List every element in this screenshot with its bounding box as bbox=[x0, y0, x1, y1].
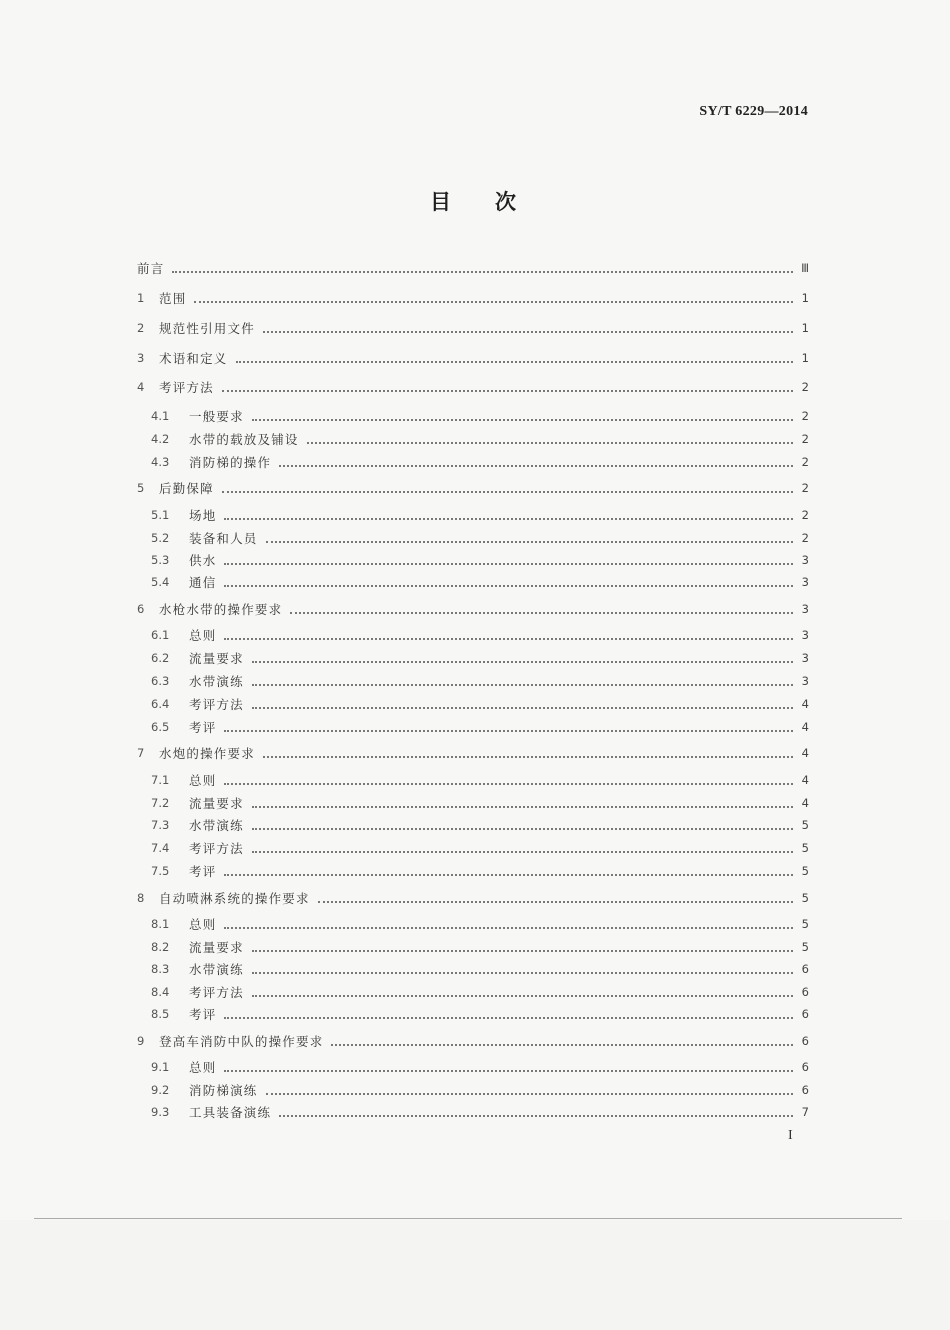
toc-entry-label: 前言 bbox=[137, 261, 165, 276]
toc-entry-page: 2 bbox=[801, 531, 809, 545]
toc-entry-number: 8.2 bbox=[151, 940, 170, 954]
toc-entry[interactable] bbox=[151, 406, 809, 426]
toc-entry-page: Ⅲ bbox=[801, 261, 809, 275]
toc-entry-number: 7.1 bbox=[151, 773, 170, 787]
toc-entry-number: 9.1 bbox=[151, 1060, 170, 1074]
toc-leader-dots bbox=[263, 755, 793, 758]
toc-entry-page: 2 bbox=[801, 508, 809, 522]
toc-entry-page: 6 bbox=[801, 1060, 809, 1074]
toc-entry-label: 工具装备演练 bbox=[189, 1105, 272, 1120]
toc-entry-label: 消防梯的操作 bbox=[189, 455, 272, 470]
toc-entry-label: 流量要求 bbox=[189, 651, 244, 666]
toc-entry-number: 4.2 bbox=[151, 432, 170, 446]
toc-leader-dots bbox=[222, 389, 793, 392]
toc-entry[interactable] bbox=[137, 348, 809, 368]
toc-entry-page: 5 bbox=[801, 891, 809, 905]
toc-leader-dots bbox=[252, 850, 793, 853]
toc-entry-label: 装备和人员 bbox=[189, 531, 258, 546]
toc-entry[interactable] bbox=[151, 505, 809, 525]
toc-entry-label: 考评 bbox=[189, 864, 217, 879]
toc-entry-page: 6 bbox=[801, 1007, 809, 1021]
toc-entry-page: 1 bbox=[801, 351, 809, 365]
toc-leader-dots bbox=[224, 873, 793, 876]
toc-entry[interactable] bbox=[137, 743, 809, 763]
toc-entry[interactable] bbox=[151, 671, 809, 691]
toc-entry-number: 7 bbox=[137, 746, 145, 760]
toc-entry[interactable] bbox=[151, 1102, 809, 1122]
toc-entry-page: 3 bbox=[801, 674, 809, 688]
toc-entry-number: 7.3 bbox=[151, 818, 170, 832]
toc-entry-number: 9.2 bbox=[151, 1083, 170, 1097]
toc-entry-number: 6.4 bbox=[151, 697, 170, 711]
toc-entry-number: 4.1 bbox=[151, 409, 170, 423]
toc-entry[interactable] bbox=[151, 982, 809, 1002]
toc-leader-dots bbox=[252, 683, 793, 686]
toc-entry-label: 通信 bbox=[189, 575, 217, 590]
toc-leader-dots bbox=[331, 1043, 793, 1046]
toc-entry[interactable] bbox=[151, 815, 809, 835]
toc-entry[interactable] bbox=[151, 1057, 809, 1077]
toc-entry[interactable] bbox=[137, 318, 809, 338]
toc-entry-label: 考评方法 bbox=[159, 380, 214, 395]
toc-entry[interactable] bbox=[151, 648, 809, 668]
toc-entry-page: 4 bbox=[801, 720, 809, 734]
toc-leader-dots bbox=[224, 1069, 793, 1072]
toc-entry-number: 5.2 bbox=[151, 531, 170, 545]
toc-leader-dots bbox=[252, 949, 793, 952]
toc-leader-dots bbox=[252, 706, 793, 709]
toc-entry-label: 水枪水带的操作要求 bbox=[159, 602, 283, 617]
toc-leader-dots bbox=[194, 300, 793, 303]
toc-leader-dots bbox=[252, 971, 793, 974]
toc-entry-page: 5 bbox=[801, 864, 809, 878]
toc-leader-dots bbox=[224, 782, 793, 785]
toc-entry[interactable] bbox=[137, 478, 809, 498]
toc-entry-page: 2 bbox=[801, 481, 809, 495]
toc-leader-dots bbox=[252, 994, 793, 997]
toc-entry-number: 6.3 bbox=[151, 674, 170, 688]
toc-entry[interactable] bbox=[151, 1080, 809, 1100]
toc-entry-number: 4.3 bbox=[151, 455, 170, 469]
toc-entry-number: 8.5 bbox=[151, 1007, 170, 1021]
toc-entry-page: 3 bbox=[801, 651, 809, 665]
toc-entry[interactable] bbox=[151, 770, 809, 790]
toc-entry[interactable] bbox=[151, 717, 809, 737]
toc-entry-label: 供水 bbox=[189, 553, 217, 568]
toc-entry-page: 2 bbox=[801, 380, 809, 394]
toc-leader-dots bbox=[252, 660, 793, 663]
toc-leader-dots bbox=[279, 464, 793, 467]
toc-entry-label: 场地 bbox=[189, 508, 217, 523]
toc-entry-label: 考评方法 bbox=[189, 985, 244, 1000]
toc-leader-dots bbox=[252, 418, 793, 421]
toc-entry[interactable] bbox=[151, 572, 809, 592]
toc-entry-label: 水带演练 bbox=[189, 962, 244, 977]
toc-leader-dots bbox=[266, 1092, 793, 1095]
toc-title: 目次 bbox=[430, 189, 560, 214]
toc-entry-number: 9 bbox=[137, 1034, 145, 1048]
toc-entry-number: 6.2 bbox=[151, 651, 170, 665]
toc-entry-number: 5.1 bbox=[151, 508, 170, 522]
toc-leader-dots bbox=[224, 637, 793, 640]
toc-entry-number: 4 bbox=[137, 380, 145, 394]
toc-entry[interactable] bbox=[137, 599, 809, 619]
toc-entry-page: 5 bbox=[801, 917, 809, 931]
toc-entry-label: 后勤保障 bbox=[159, 481, 214, 496]
toc-entry-page: 5 bbox=[801, 940, 809, 954]
toc-entry[interactable] bbox=[151, 550, 809, 570]
toc-entry-page: 2 bbox=[801, 432, 809, 446]
toc-entry-number: 8.3 bbox=[151, 962, 170, 976]
toc-entry[interactable] bbox=[151, 625, 809, 645]
toc-leader-dots bbox=[224, 926, 793, 929]
toc-leader-dots bbox=[224, 584, 793, 587]
toc-entry-number: 7.5 bbox=[151, 864, 170, 878]
toc-leader-dots bbox=[279, 1114, 793, 1117]
toc-leader-dots bbox=[224, 729, 793, 732]
toc-entry-number: 6 bbox=[137, 602, 145, 616]
page-folio: I bbox=[788, 1128, 793, 1143]
toc-leader-dots bbox=[307, 441, 793, 444]
toc-entry-label: 水炮的操作要求 bbox=[159, 746, 255, 761]
toc-entry[interactable] bbox=[151, 528, 809, 548]
toc-entry-label: 消防梯演练 bbox=[189, 1083, 258, 1098]
toc-entry-label: 考评方法 bbox=[189, 841, 244, 856]
toc-entry[interactable] bbox=[151, 937, 809, 957]
toc-entry-page: 3 bbox=[801, 628, 809, 642]
toc-entry-page: 1 bbox=[801, 321, 809, 335]
toc-entry[interactable] bbox=[151, 861, 809, 881]
toc-entry-number: 7.4 bbox=[151, 841, 170, 855]
toc-entry-number: 9.3 bbox=[151, 1105, 170, 1119]
toc-entry[interactable] bbox=[151, 1004, 809, 1024]
toc-leader-dots bbox=[290, 611, 793, 614]
toc-entry[interactable] bbox=[151, 793, 809, 813]
toc-entry-page: 5 bbox=[801, 841, 809, 855]
toc-entry-page: 3 bbox=[801, 575, 809, 589]
toc-entry-label: 流量要求 bbox=[189, 940, 244, 955]
toc-entry-label: 水带的载放及铺设 bbox=[189, 432, 299, 447]
toc-entry-label: 考评 bbox=[189, 1007, 217, 1022]
toc-entry[interactable] bbox=[137, 1031, 809, 1051]
toc-entry[interactable] bbox=[137, 288, 809, 308]
toc-entry[interactable] bbox=[151, 694, 809, 714]
toc-entry-number: 8.4 bbox=[151, 985, 170, 999]
toc-entry-page: 2 bbox=[801, 409, 809, 423]
toc-entry-page: 1 bbox=[801, 291, 809, 305]
toc-entry-page: 2 bbox=[801, 455, 809, 469]
standard-code: SY/T 6229—2014 bbox=[699, 104, 808, 119]
toc-entry-number: 5 bbox=[137, 481, 145, 495]
toc-entry-page: 6 bbox=[801, 1034, 809, 1048]
toc-entry-label: 水带演练 bbox=[189, 674, 244, 689]
toc-entry-page: 4 bbox=[801, 773, 809, 787]
toc-entry-label: 范围 bbox=[159, 291, 187, 306]
toc-entry-number: 7.2 bbox=[151, 796, 170, 810]
toc-leader-dots bbox=[222, 490, 793, 493]
toc-entry-label: 水带演练 bbox=[189, 818, 244, 833]
toc-entry-page: 3 bbox=[801, 553, 809, 567]
next-page-area bbox=[0, 1220, 950, 1330]
toc-entry[interactable] bbox=[137, 377, 809, 397]
toc-entry-page: 4 bbox=[801, 796, 809, 810]
toc-entry[interactable] bbox=[151, 914, 809, 934]
toc-entry-number: 6.5 bbox=[151, 720, 170, 734]
toc-entry-page: 6 bbox=[801, 1083, 809, 1097]
page-divider bbox=[34, 1218, 902, 1219]
toc-entry-label: 登高车消防中队的操作要求 bbox=[159, 1034, 324, 1049]
toc-entry-label: 总则 bbox=[189, 773, 217, 788]
toc-entry-label: 总则 bbox=[189, 1060, 217, 1075]
toc-entry-number: 5.3 bbox=[151, 553, 170, 567]
toc-entry-label: 总则 bbox=[189, 917, 217, 932]
toc-entry-label: 总则 bbox=[189, 628, 217, 643]
toc-entry-page: 3 bbox=[801, 602, 809, 616]
toc-entry-number: 3 bbox=[137, 351, 145, 365]
toc-leader-dots bbox=[266, 540, 793, 543]
toc-entry-label: 术语和定义 bbox=[159, 351, 228, 366]
toc-entry-number: 1 bbox=[137, 291, 145, 305]
toc-entry-page: 6 bbox=[801, 962, 809, 976]
toc-leader-dots bbox=[236, 360, 793, 363]
toc-leader-dots bbox=[252, 827, 793, 830]
toc-leader-dots bbox=[172, 270, 793, 273]
toc-entry[interactable] bbox=[151, 429, 809, 449]
toc-entry[interactable] bbox=[137, 258, 809, 278]
toc-leader-dots bbox=[224, 517, 793, 520]
toc-entry-number: 5.4 bbox=[151, 575, 170, 589]
toc-entry-page: 4 bbox=[801, 697, 809, 711]
toc-leader-dots bbox=[252, 805, 793, 808]
toc-leader-dots bbox=[224, 562, 793, 565]
toc-entry-page: 5 bbox=[801, 818, 809, 832]
toc-entry[interactable] bbox=[137, 888, 809, 908]
toc-leader-dots bbox=[263, 330, 793, 333]
toc-entry-number: 2 bbox=[137, 321, 145, 335]
toc-leader-dots bbox=[318, 900, 793, 903]
toc-entry-number: 6.1 bbox=[151, 628, 170, 642]
toc-leader-dots bbox=[224, 1016, 793, 1019]
toc-entry-label: 一般要求 bbox=[189, 409, 244, 424]
toc-entry[interactable] bbox=[151, 838, 809, 858]
toc-entry-page: 7 bbox=[801, 1105, 809, 1119]
toc-entry-number: 8 bbox=[137, 891, 145, 905]
toc-entry[interactable] bbox=[151, 452, 809, 472]
toc-entry-label: 自动喷淋系统的操作要求 bbox=[159, 891, 310, 906]
toc-entry-label: 流量要求 bbox=[189, 796, 244, 811]
toc-entry[interactable] bbox=[151, 959, 809, 979]
toc-entry-label: 考评方法 bbox=[189, 697, 244, 712]
toc-entry-page: 4 bbox=[801, 746, 809, 760]
toc-entry-label: 规范性引用文件 bbox=[159, 321, 255, 336]
toc-entry-label: 考评 bbox=[189, 720, 217, 735]
toc-entry-page: 6 bbox=[801, 985, 809, 999]
toc-entry-number: 8.1 bbox=[151, 917, 170, 931]
